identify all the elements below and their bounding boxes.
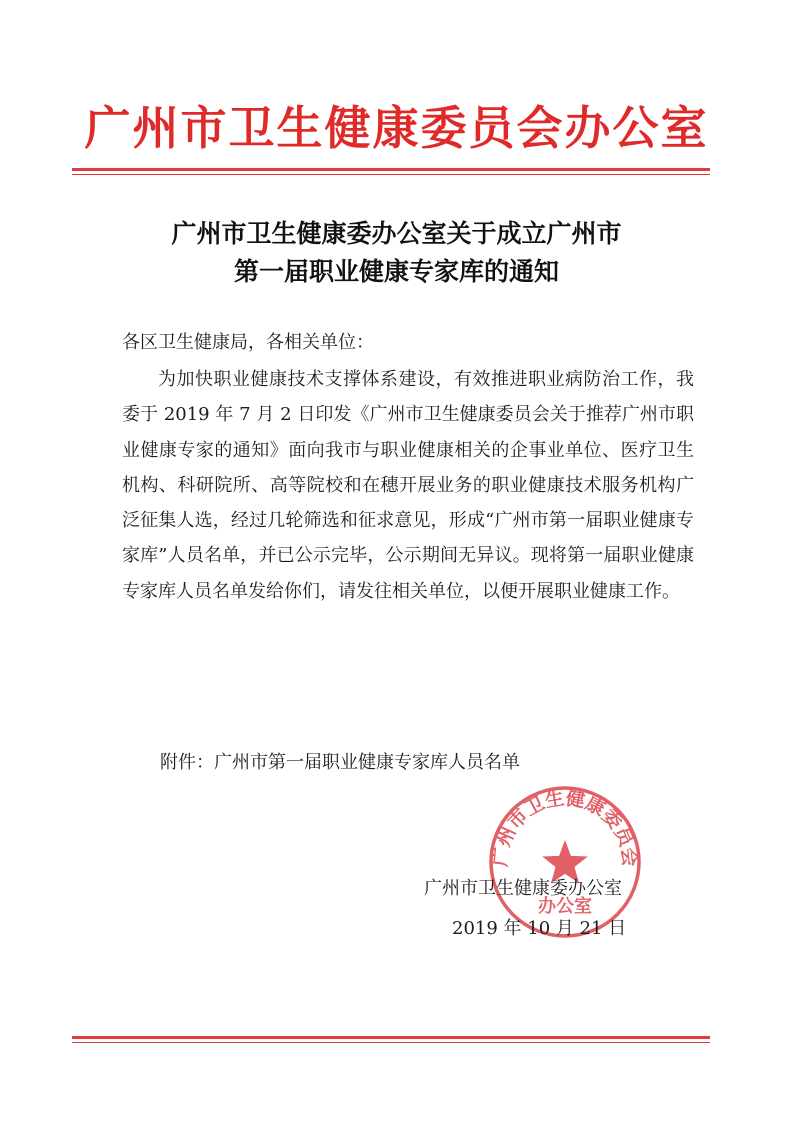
footer-rule-thick [72, 1036, 710, 1039]
letterhead-title: 广州市卫生健康委员会办公室 [84, 101, 709, 155]
seal-sub-text: 办公室 [538, 896, 592, 917]
notice-title-line-1: 广州市卫生健康委办公室关于成立广州市 [171, 219, 622, 248]
attachment-line: 附件：广州市第一届职业健康专家库人员名单 [160, 752, 520, 773]
signer-name: 广州市卫生健康委办公室 [424, 878, 622, 899]
footer-rule-thin [72, 1042, 710, 1043]
letterhead-rule-thick [72, 168, 710, 171]
issue-date: 2019 年 10 月 21 日 [452, 918, 627, 939]
notice-body: 为加快职业健康技术支撑体系建设，有效推进职业病防治工作，我委于 2019 年 7 月 2 日印发《广州市卫生健康委员会关于推荐广州市职业健康专家的通知》面向我市与职业健康相关的企事业单位、医疗卫生机构、科研院所、高等院校和在穗开展业务的职业健康技术服务机构广泛征集人选，经过几轮筛选和征求意见，形成“广州市第一届职业健康专家库”人员名单，并已公示完毕，公示期间无异议。现将第一届职业健康专家库人员名单发给你们，请发往相关单位，以便开展职业健康工作。 [122, 369, 694, 602]
seal-arc-text: 广州市卫生健康委员会 [489, 787, 641, 868]
letterhead-rule-thin [72, 174, 710, 175]
salutation: 各区卫生健康局，各相关单位： [122, 332, 374, 353]
notice-title-line-2: 第一届职业健康专家库的通知 [233, 257, 559, 286]
